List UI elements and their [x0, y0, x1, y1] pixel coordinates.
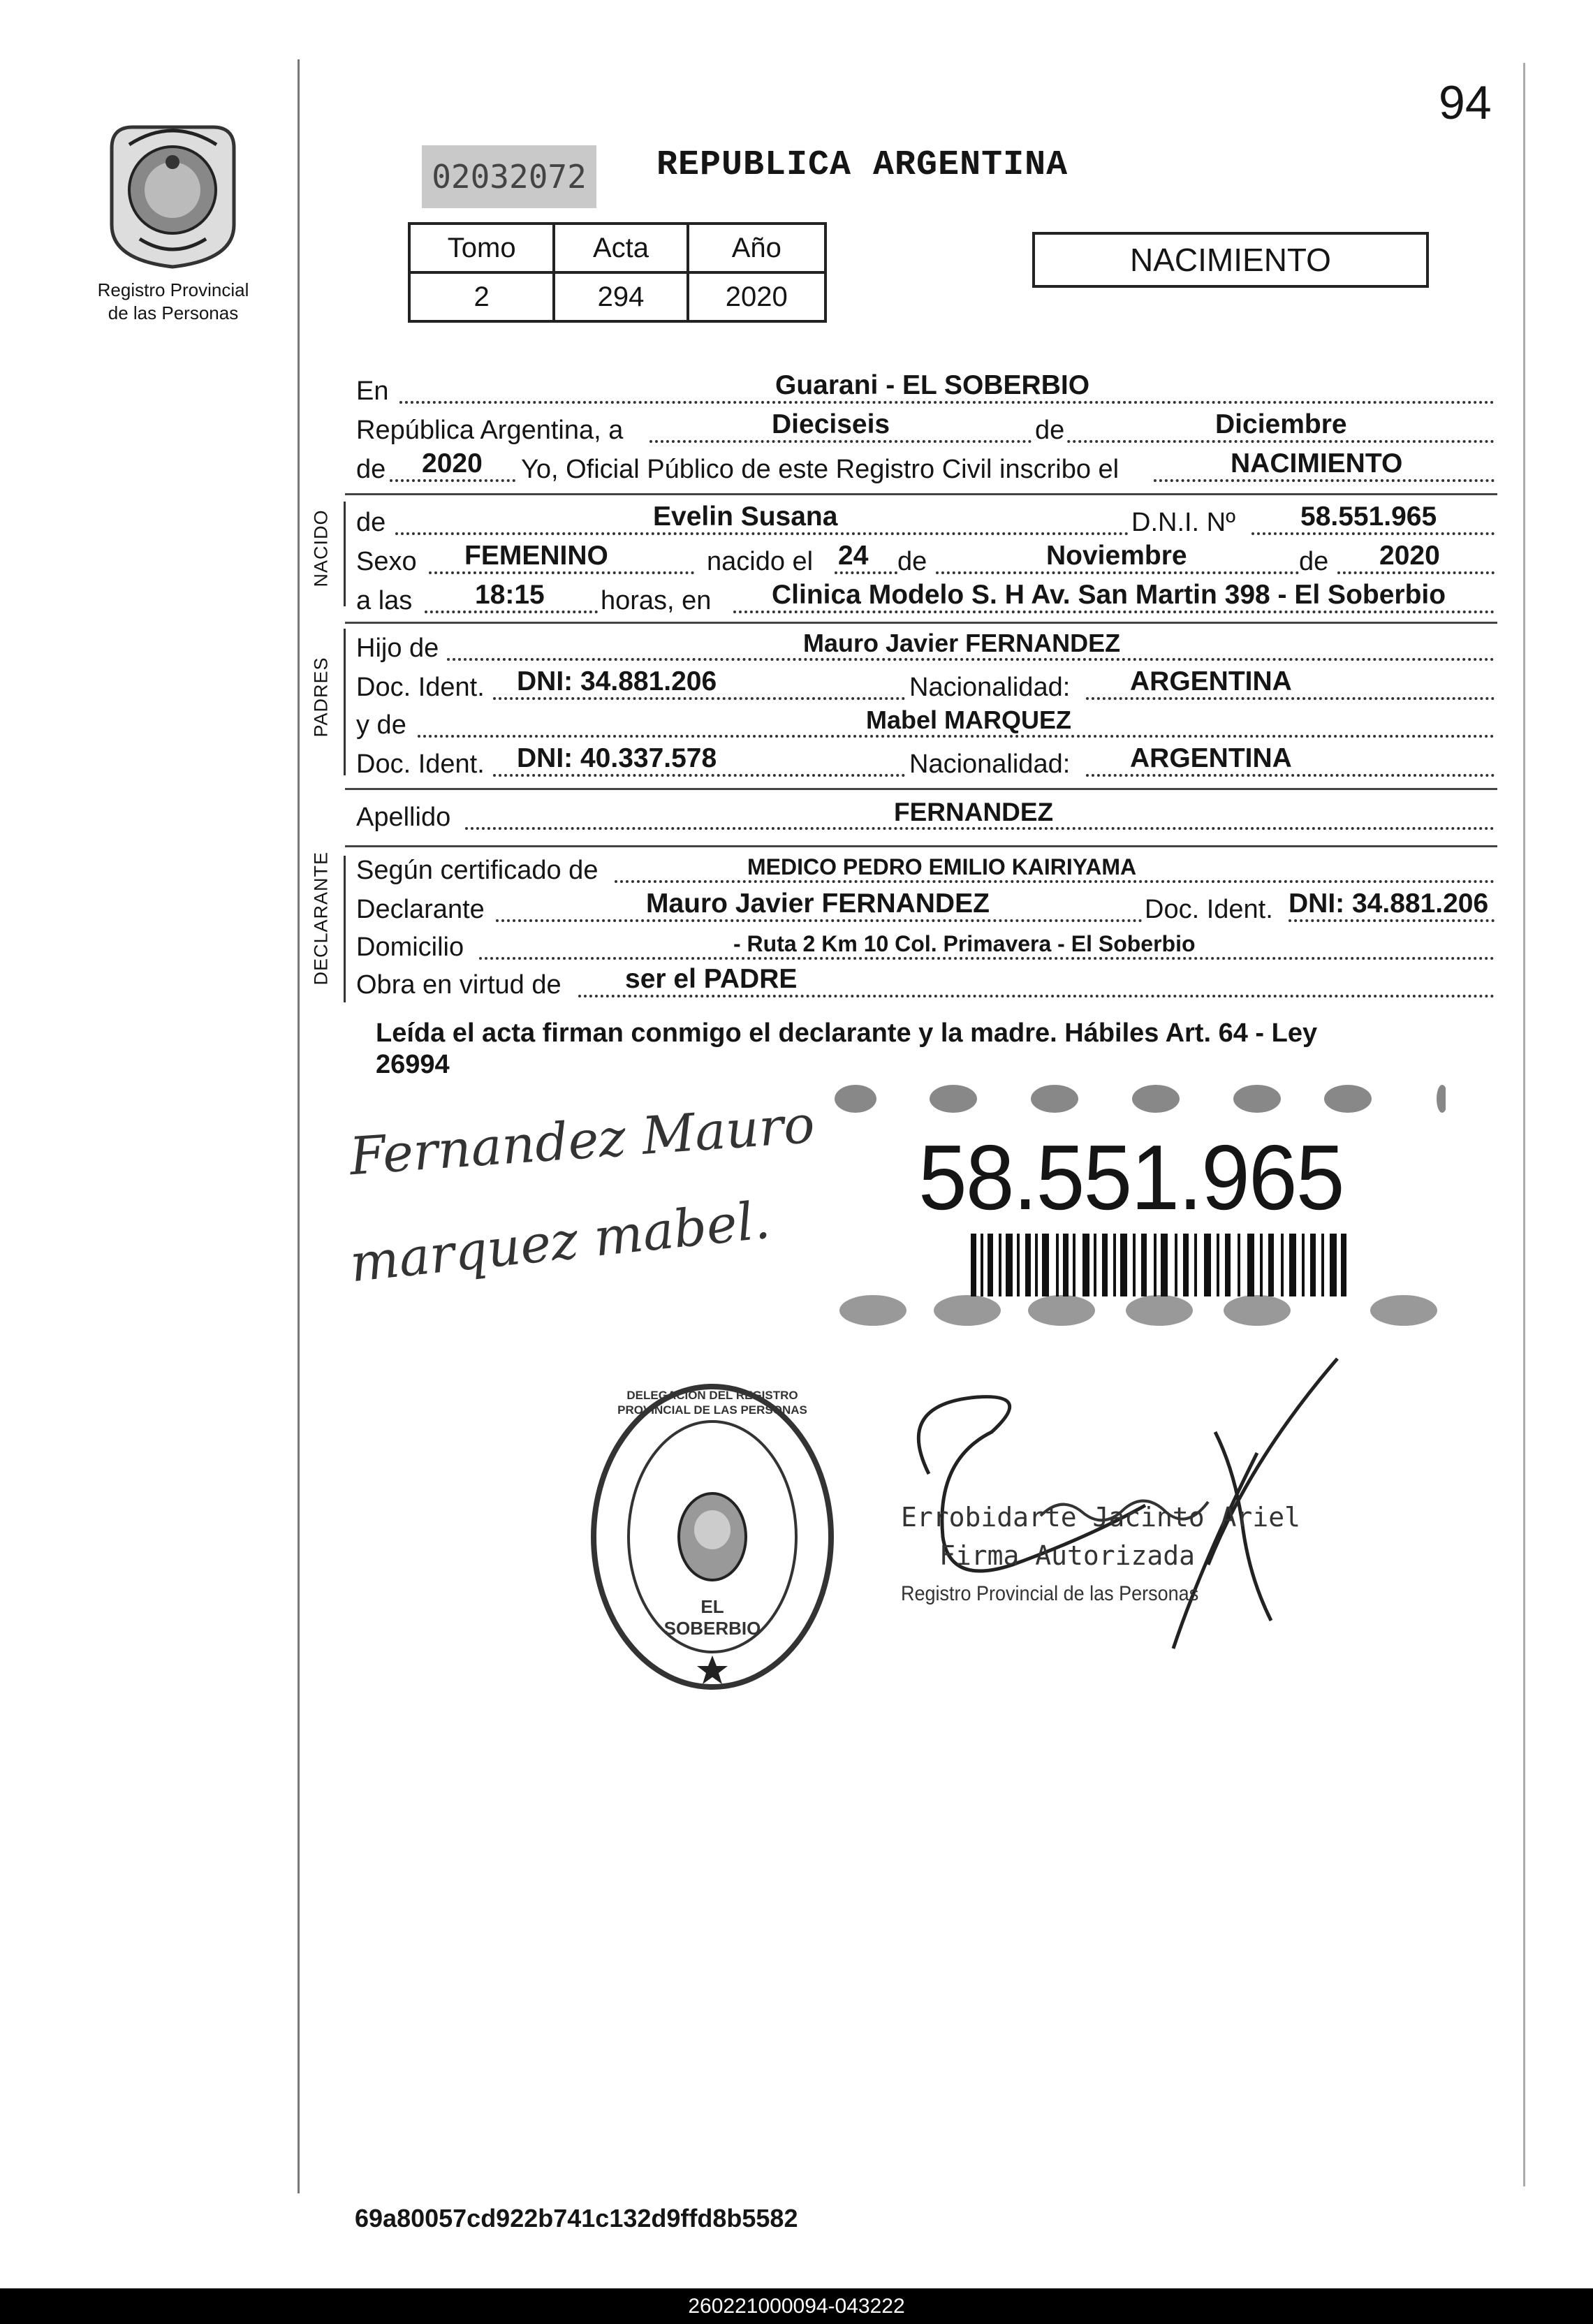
footer-bar [0, 2288, 1593, 2324]
decl-doc-label: Doc. Ident. [1142, 895, 1276, 925]
page-number: 94 [1439, 76, 1492, 129]
en-label: En [356, 377, 389, 406]
republica-label: República Argentina, a [356, 416, 624, 445]
birth-de-label: de [897, 547, 927, 576]
month-value: Diciembre [1215, 409, 1347, 439]
book-header-tomo: Tomo [409, 224, 554, 272]
signature-mother: marquez mabel. [347, 1190, 773, 1294]
dom-value: - Ruta 2 Km 10 Col. Primavera - El Soberbio [733, 931, 1196, 956]
declarante-bracket [344, 856, 346, 1002]
registry-code: 02032072 [422, 145, 596, 208]
apellido-value: FERNANDEZ [894, 798, 1054, 826]
document-hash: 69a80057cd922b741c132d9ffd8b5582 [355, 2204, 798, 2232]
section-padres: PADRES [310, 657, 332, 738]
decl-value: Mauro Javier FERNANDEZ [646, 889, 990, 919]
yde-label: y de [356, 710, 406, 740]
mother-doc-value: DNI: 40.337.578 [517, 743, 717, 773]
father-nat-label: Nacionalidad: [909, 673, 1071, 702]
right-margin-line [1523, 63, 1525, 2186]
obra-label: Obra en virtud de [356, 970, 561, 1000]
signature-father: Fernandez Mauro [347, 1094, 817, 1187]
section-nacido: NACIDO [310, 509, 332, 587]
place-value: Clinica Modelo S. H Av. San Martin 398 - El Soberbio [772, 580, 1446, 610]
official-org: Registro Provincial de las Personas [901, 1582, 1199, 1605]
divider-4 [345, 845, 1497, 847]
cert-value: MEDICO PEDRO EMILIO KAIRIYAMA [747, 854, 1137, 879]
mother-doc-label: Doc. Ident. [356, 750, 485, 779]
cert-label: Según certificado de [356, 856, 599, 885]
hijo-label: Hijo de [356, 634, 439, 663]
mother-nat-label: Nacionalidad: [909, 750, 1071, 779]
mother-value: Mabel MARQUEZ [866, 706, 1072, 734]
row-mother-doc [356, 743, 1495, 784]
birth-de-label-2: de [1299, 547, 1329, 576]
row-domicilio [356, 926, 1495, 967]
year-prefix: de [356, 455, 386, 484]
nacido-el-label: nacido el [707, 547, 814, 576]
nacido-bracket [344, 502, 346, 606]
father-value: Mauro Javier FERNANDEZ [803, 629, 1121, 657]
stamp-inner-text: EL SOBERBIO [663, 1596, 761, 1639]
decl-label: Declarante [356, 895, 485, 924]
obra-value: ser el PADRE [625, 964, 798, 994]
logo-caption-2: de las Personas [108, 302, 239, 323]
row-en [356, 370, 1495, 411]
book-table [408, 222, 827, 323]
book-value-ano: 2020 [688, 272, 825, 321]
row-certificado [356, 849, 1495, 890]
dom-label: Domicilio [356, 933, 464, 962]
en-value: Guarani - EL SOBERBIO [775, 370, 1090, 400]
official-role: Firma Autorizada [939, 1540, 1196, 1571]
type-value: NACIMIENTO [1231, 448, 1403, 478]
padres-bracket [344, 629, 346, 775]
barcode-icon [971, 1234, 1348, 1296]
row-obra [356, 964, 1495, 1004]
book-header-acta: Acta [554, 224, 687, 272]
alas-label: a las [356, 586, 413, 615]
day-value: Dieciseis [772, 409, 890, 439]
row-y-de [356, 704, 1495, 745]
birth-month-value: Noviembre [1046, 541, 1187, 571]
sticker-number: 58.551.965 [918, 1126, 1344, 1229]
row-nacido-hora [356, 580, 1495, 620]
row-nacido-name [356, 502, 1495, 542]
divider-3 [345, 788, 1497, 790]
book-value-acta: 294 [554, 272, 687, 321]
row-apellido [356, 796, 1495, 837]
divider-2 [345, 622, 1497, 624]
footer-code: 260221000094-043222 [688, 2295, 905, 2318]
row-father-doc [356, 666, 1495, 707]
birth-day-value: 24 [838, 541, 869, 571]
book-value-tomo: 2 [409, 272, 554, 321]
father-doc-label: Doc. Ident. [356, 673, 485, 702]
horas-label: horas, en [601, 586, 712, 615]
row-nacido-sexo [356, 541, 1495, 581]
divider-1 [345, 493, 1497, 495]
province-seal [98, 120, 248, 270]
record-type-box: NACIMIENTO [1032, 232, 1429, 288]
nacido-name-value: Evelin Susana [653, 502, 838, 532]
official-name: Errobidarte Jacinto Ariel [901, 1502, 1300, 1533]
page-title: REPUBLICA ARGENTINA [656, 145, 1069, 185]
sexo-label: Sexo [356, 547, 417, 576]
dni-sticker [835, 1081, 1446, 1330]
father-nat-value: ARGENTINA [1130, 666, 1292, 696]
delegation-stamp [587, 1380, 838, 1694]
father-doc-value: DNI: 34.881.206 [517, 666, 717, 696]
row-declarante [356, 889, 1495, 929]
logo-caption-1: Registro Provincial [97, 279, 249, 300]
row-year-intro [356, 448, 1495, 489]
year-value: 2020 [422, 448, 483, 478]
row-hijo-de [356, 627, 1495, 668]
left-margin-line [298, 59, 300, 2193]
apellido-label: Apellido [356, 803, 451, 832]
birth-year-value: 2020 [1379, 541, 1440, 571]
row-republica [356, 409, 1495, 450]
nacido-de-label: de [356, 508, 386, 537]
hour-value: 18:15 [475, 580, 545, 610]
book-header-ano: Año [688, 224, 825, 272]
dni-label: D.N.I. Nº [1131, 508, 1235, 537]
closing-text-1: Leída el acta firman conmigo el declarante y la madre. Hábiles Art. 64 - Ley [376, 1018, 1318, 1048]
decl-doc-value: DNI: 34.881.206 [1289, 889, 1489, 919]
section-declarante: DECLARANTE [310, 851, 332, 986]
stamp-ring-text: DELEGACION DEL REGISTRO PROVINCIAL DE LAS PERSONAS [617, 1389, 807, 1417]
dni-value: 58.551.965 [1300, 502, 1437, 532]
intro-text: Yo, Oficial Público de este Registro Civil inscribo el [521, 455, 1119, 484]
sexo-value: FEMENINO [464, 541, 608, 571]
mother-nat-value: ARGENTINA [1130, 743, 1292, 773]
closing-text-2: 26994 [376, 1050, 450, 1079]
de-label: de [1032, 416, 1067, 446]
